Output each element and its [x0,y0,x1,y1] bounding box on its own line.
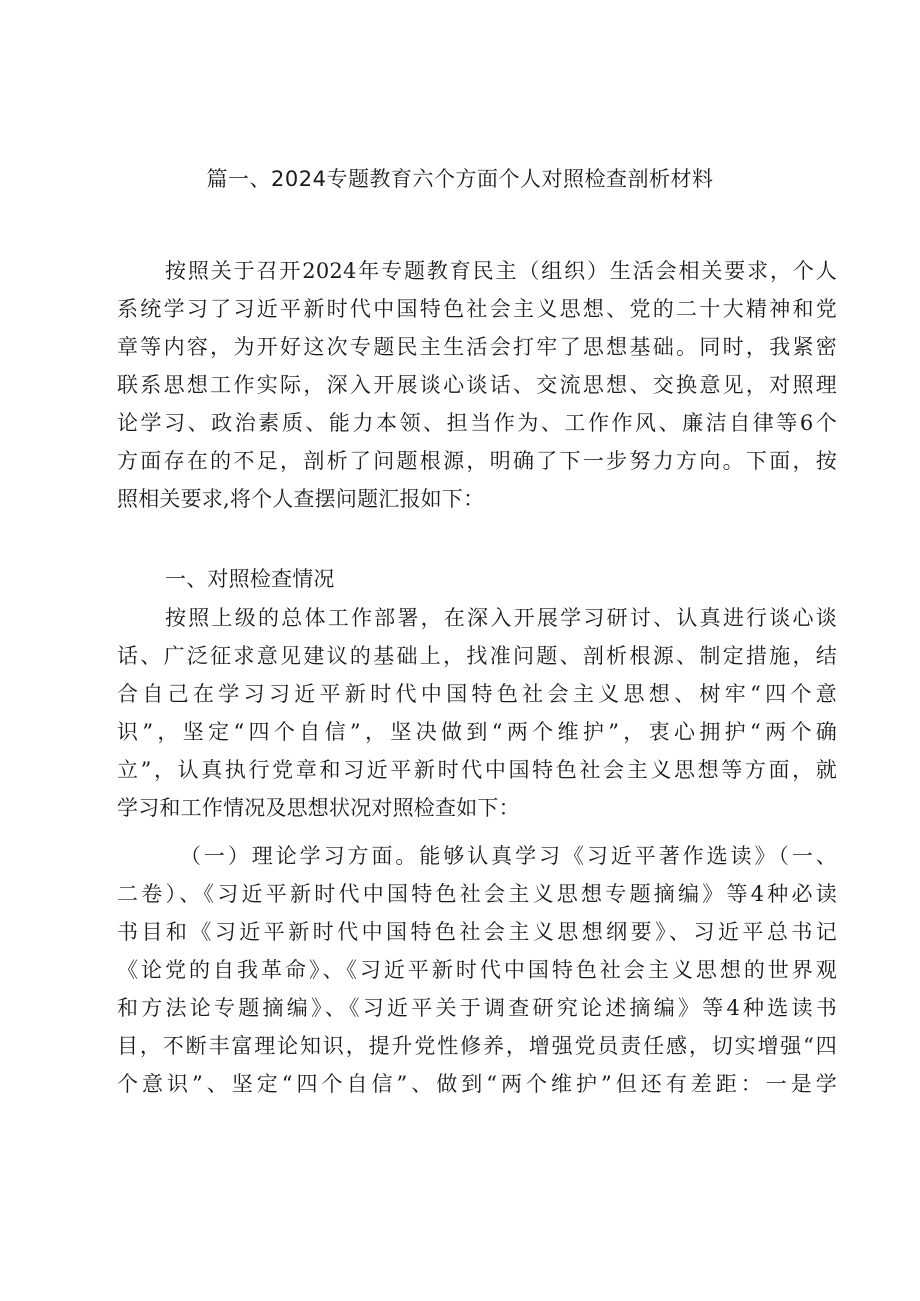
section-heading: 一、对照检查情况 [165,567,335,591]
paragraph-line: 识”，坚定“四个自信”，坚决做到“两个维护”，衷心拥护“两个确 [117,720,837,744]
paragraph-line: 书目和《习近平新时代中国特色社会主义思想纲要》、习近平总书记 [117,920,837,944]
document-title: 篇一、2024专题教育六个方面个人对照检查剖析材料 [206,167,714,191]
paragraph-line: 合自己在学习习近平新时代中国特色社会主义思想、树牢“四个意 [117,682,837,706]
paragraph-line: 话、广泛征求意见建议的基础上，找准问题、剖析根源、制定措施，结 [117,644,837,668]
paragraph-line: 系统学习了习近平新时代中国特色社会主义思想、党的二十大精神和党 [117,297,837,321]
paragraph-line: 二卷）、《习近平新时代中国特色社会主义思想专题摘编》等4种必读 [117,882,837,906]
paragraph-line: 目，不断丰富理论知识，提升党性修养，增强党员责任感，切实增强“四 [117,1034,837,1058]
paragraph-line: 学习和工作情况及思想状况对照检查如下： [117,796,520,820]
paragraph-line: 方面存在的不足，剖析了问题根源，明确了下一步努力方向。下面，按 [117,449,837,473]
paragraph-line: 章等内容，为开好这次专题民主生活会打牢了思想基础。同时，我紧密 [117,335,837,359]
paragraph-line: 联系思想工作实际，深入开展谈心谈话、交流思想、交换意见，对照理 [117,373,837,397]
paragraph-line: 按照关于召开2024年专题教育民主（组织）生活会相关要求，个人 [165,259,837,283]
paragraph-line: 和方法论专题摘编》、《习近平关于调查研究论述摘编》等4种选读书 [117,996,837,1020]
paragraph-line: （一）理论学习方面。能够认真学习《习近平著作选读》（一、 [180,844,837,868]
paragraph-line: 立”，认真执行党章和习近平新时代中国特色社会主义思想等方面，就 [117,758,837,782]
paragraph-line: 《论党的自我革命》、《习近平新时代中国特色社会主义思想的世界观 [117,958,837,982]
paragraph-line: 个意识”、坚定“四个自信”、做到“两个维护”但还有差距：一是学 [117,1072,837,1096]
paragraph-line: 照相关要求,将个人查摆问题汇报如下： [117,487,485,511]
paragraph-line: 论学习、政治素质、能力本领、担当作为、工作作风、廉洁自律等6个 [117,411,837,435]
paragraph-line: 按照上级的总体工作部署，在深入开展学习研讨、认真进行谈心谈 [165,606,837,630]
